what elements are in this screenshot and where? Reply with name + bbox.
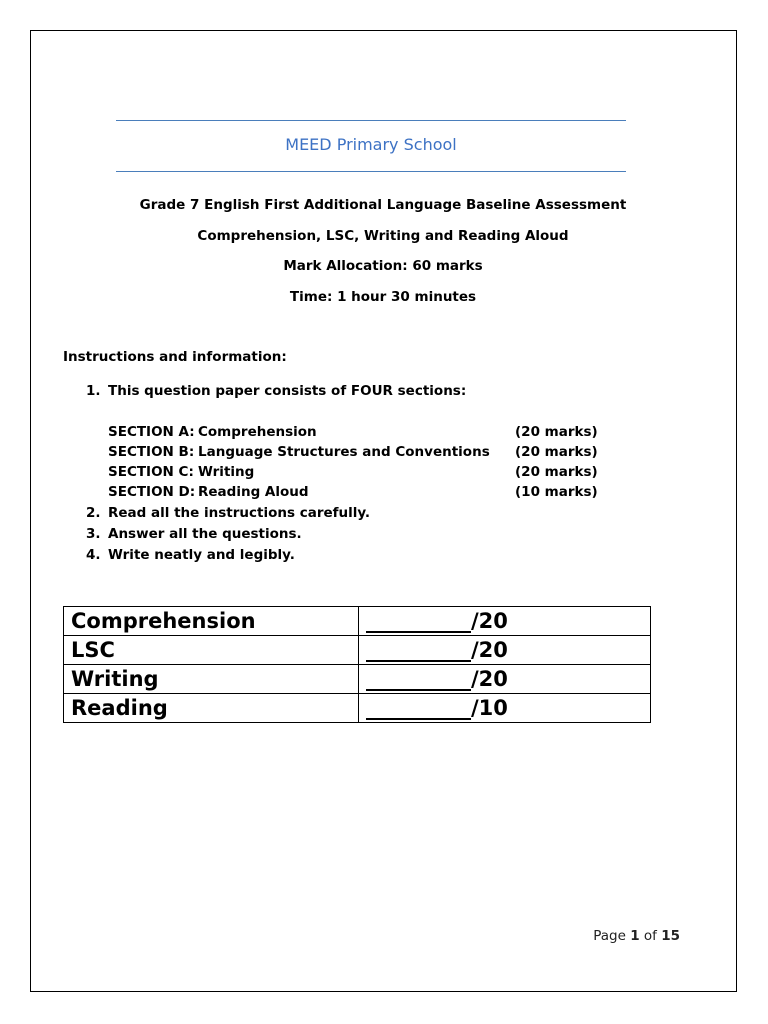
section-label: SECTION A: bbox=[108, 424, 195, 440]
school-name: MEED Primary School bbox=[285, 135, 457, 154]
assessment-title: Grade 7 English First Additional Language Baseline Assessment bbox=[139, 197, 627, 213]
page-number bbox=[560, 928, 680, 944]
table-cell-score: __________/20 bbox=[359, 607, 651, 636]
section-name: Writing bbox=[198, 464, 255, 480]
section-name: Comprehension bbox=[198, 424, 317, 440]
mark-allocation: Mark Allocation: 60 marks bbox=[283, 258, 483, 274]
table-cell-label: LSC bbox=[64, 636, 359, 665]
top-rule bbox=[116, 120, 626, 121]
instruction-text: Answer all the questions. bbox=[108, 526, 302, 542]
of-word: of bbox=[643, 928, 657, 944]
instruction-number: 2. bbox=[86, 505, 101, 521]
table-cell-label: Comprehension bbox=[64, 607, 359, 636]
total-pages: 15 bbox=[661, 928, 680, 944]
marks-summary-table bbox=[63, 606, 651, 723]
instruction-number: 4. bbox=[86, 547, 101, 563]
table-cell-label: Reading bbox=[64, 694, 359, 723]
section-marks: (10 marks) bbox=[515, 484, 598, 500]
table-cell-score: __________/10 bbox=[359, 694, 651, 723]
section-label: SECTION D: bbox=[108, 484, 196, 500]
table-row bbox=[64, 607, 651, 636]
section-label: SECTION B: bbox=[108, 444, 195, 460]
instruction-text: Write neatly and legibly. bbox=[108, 547, 295, 563]
section-marks: (20 marks) bbox=[515, 464, 598, 480]
time-allowed: Time: 1 hour 30 minutes bbox=[289, 289, 477, 305]
section-marks: (20 marks) bbox=[515, 444, 598, 460]
section-label: SECTION C: bbox=[108, 464, 194, 480]
current-page: 1 bbox=[630, 928, 640, 944]
instruction-text: Read all the instructions carefully. bbox=[108, 505, 371, 521]
instruction-number: 3. bbox=[86, 526, 101, 542]
section-name: Language Structures and Conventions bbox=[198, 444, 490, 460]
instruction-text: This question paper consists of FOUR sections: bbox=[108, 383, 467, 399]
table-cell-score: __________/20 bbox=[359, 636, 651, 665]
table-row bbox=[64, 694, 651, 723]
instructions-heading: Instructions and information: bbox=[63, 349, 287, 365]
table-row bbox=[64, 665, 651, 694]
section-marks: (20 marks) bbox=[515, 424, 598, 440]
bottom-rule bbox=[116, 171, 626, 172]
section-name: Reading Aloud bbox=[198, 484, 309, 500]
instruction-number: 1. bbox=[86, 383, 101, 399]
page-word: Page bbox=[593, 928, 626, 944]
table-cell-score: __________/20 bbox=[359, 665, 651, 694]
table-cell-label: Writing bbox=[64, 665, 359, 694]
table-row bbox=[64, 636, 651, 665]
assessment-subtitle: Comprehension, LSC, Writing and Reading Aloud bbox=[197, 228, 569, 244]
